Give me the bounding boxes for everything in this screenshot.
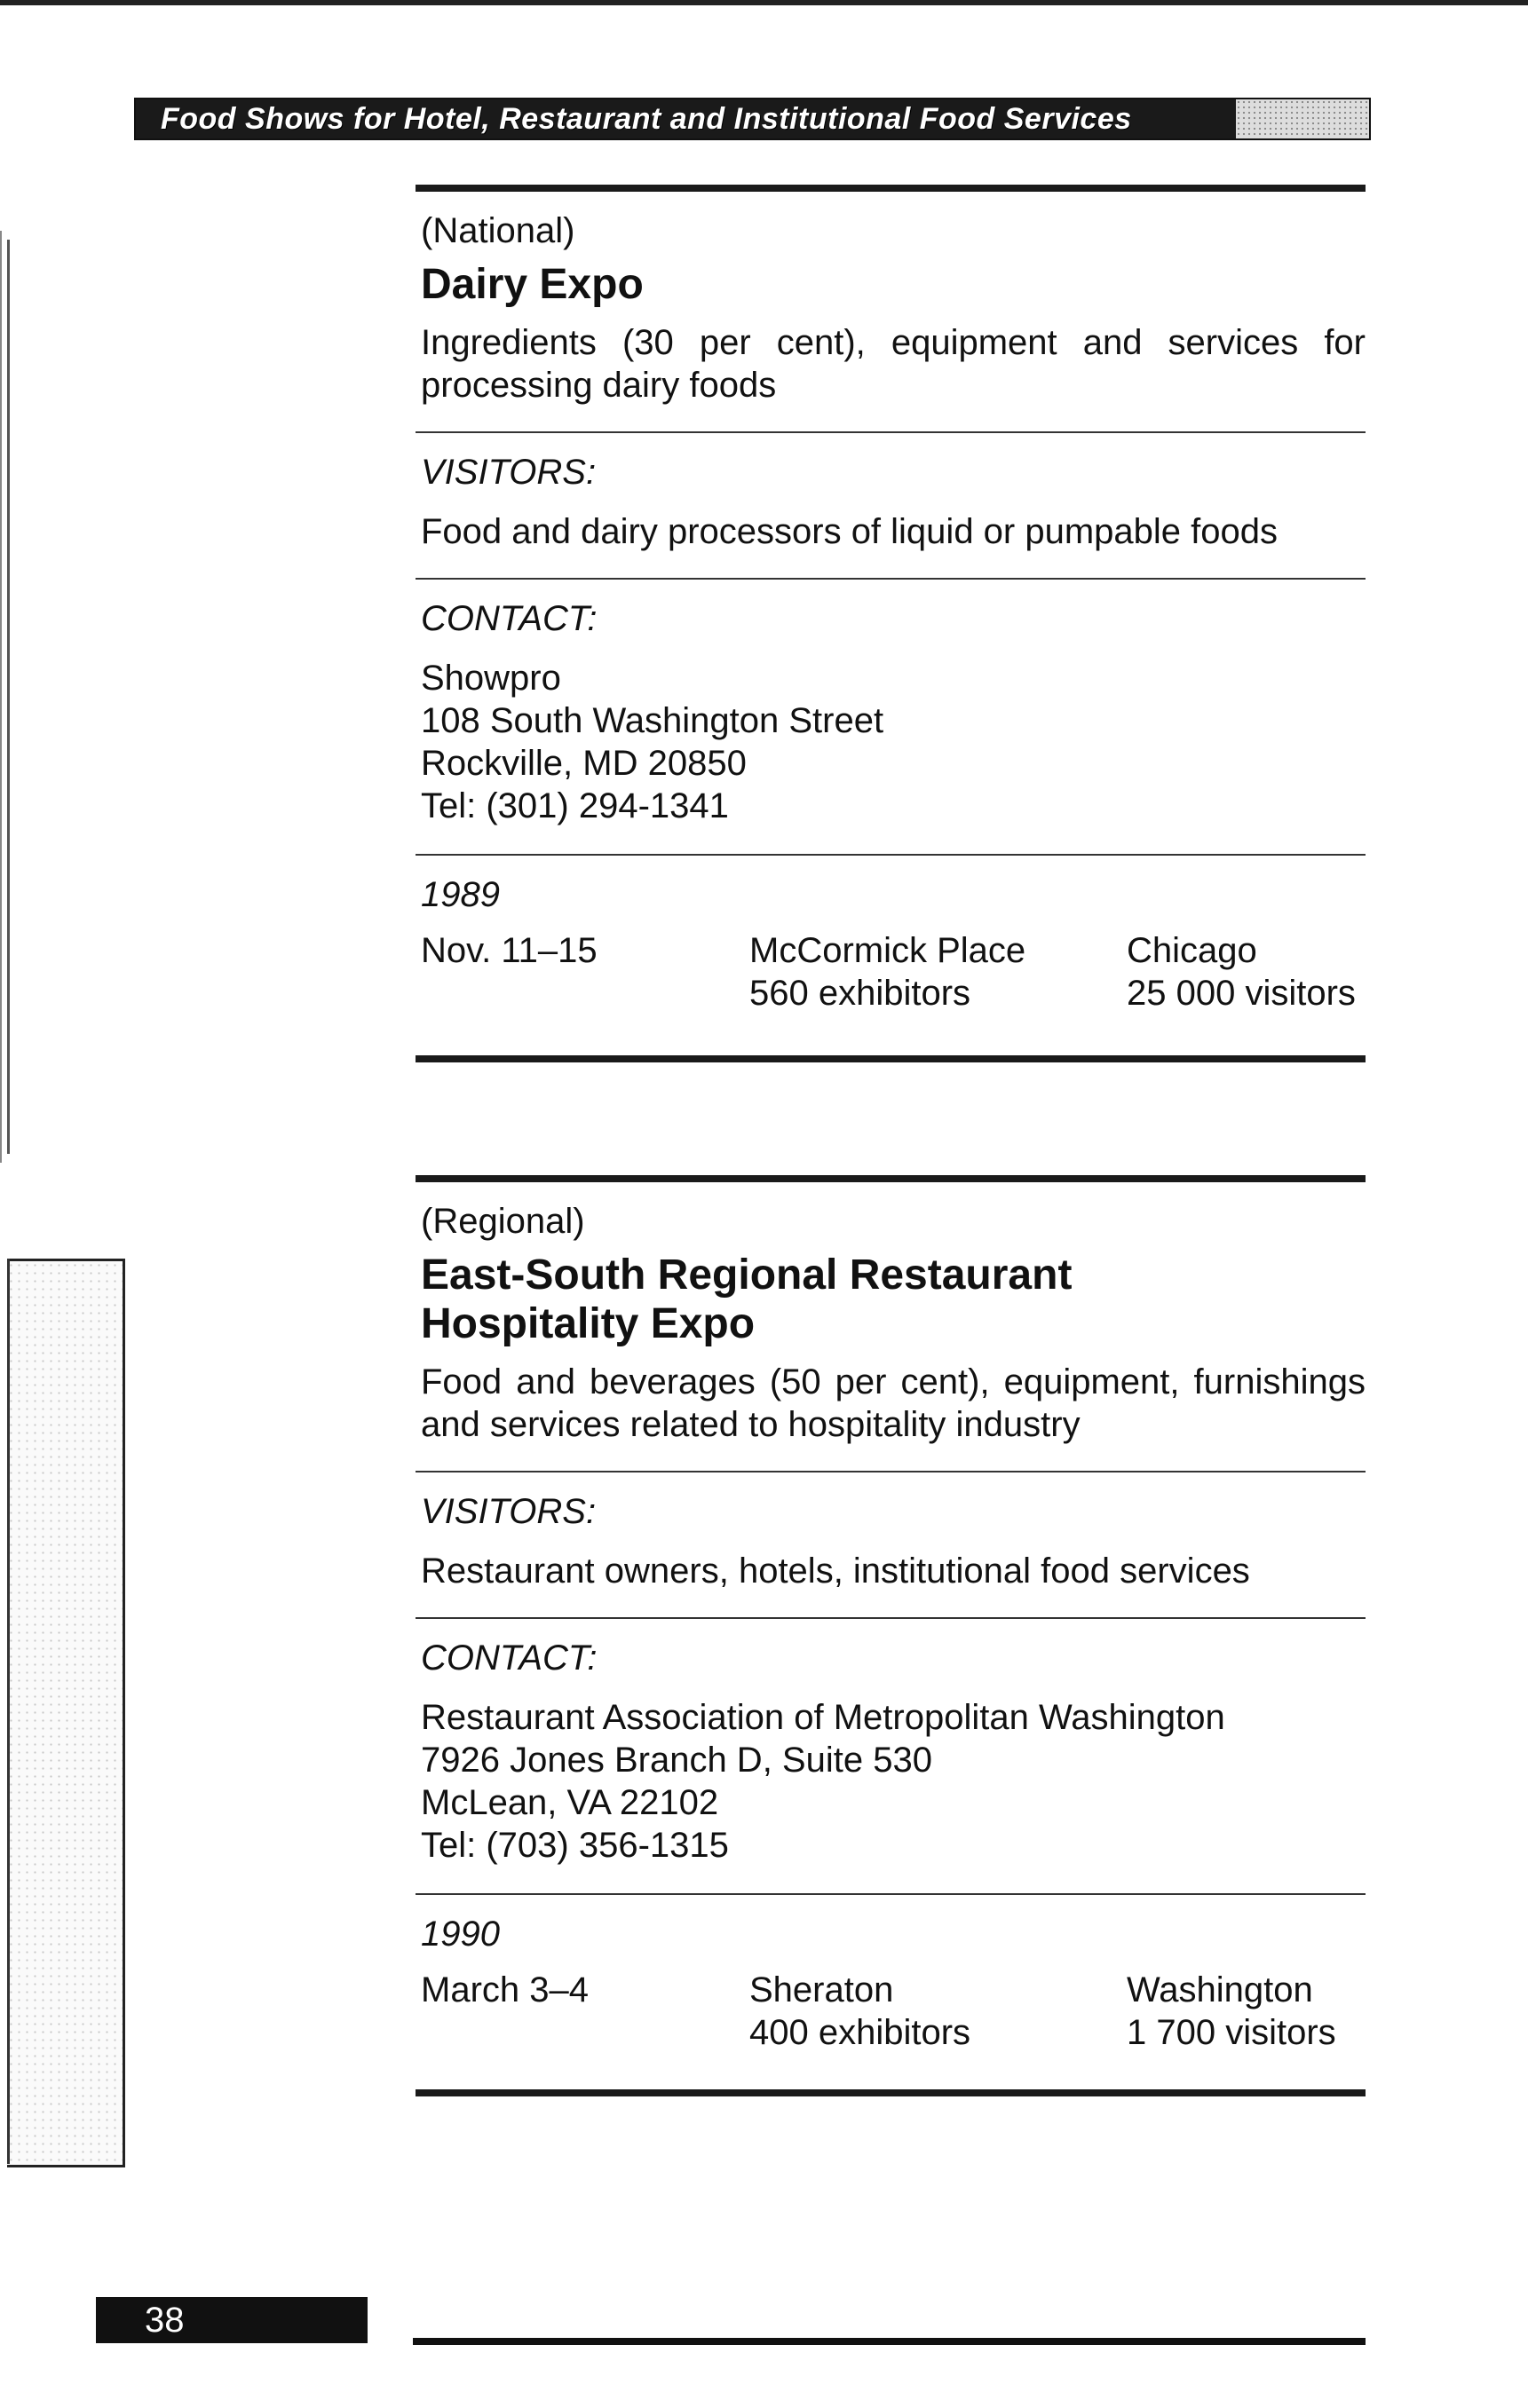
binding-edge-line bbox=[7, 240, 10, 1154]
page-number: 38 bbox=[96, 2297, 368, 2343]
contact-label: CONTACT: bbox=[421, 599, 598, 639]
event-date: Nov. 11–15 bbox=[421, 931, 598, 971]
divider bbox=[416, 1893, 1366, 1895]
event-details bbox=[421, 1969, 1366, 2054]
show-scope: (Regional) bbox=[421, 1202, 585, 1241]
event-exhibitors: 560 exhibitors bbox=[749, 974, 971, 1014]
top-border bbox=[0, 0, 1528, 5]
contact-block bbox=[421, 1696, 1366, 1867]
show-description: Ingredients (30 per cent), equipment and services for processing dairy foods bbox=[421, 323, 1366, 406]
event-attendance: 25 000 visitors bbox=[1127, 974, 1356, 1014]
event-details bbox=[421, 929, 1366, 1015]
event-date: March 3–4 bbox=[421, 1970, 589, 2010]
section-end-rule bbox=[416, 1055, 1366, 1062]
event-venue: McCormick Place bbox=[749, 931, 1026, 971]
visitors-label: VISITORS: bbox=[421, 453, 597, 493]
running-header bbox=[134, 98, 1371, 140]
event-exhibitors: 400 exhibitors bbox=[749, 2013, 971, 2053]
section-rule bbox=[416, 1175, 1366, 1182]
contact-label: CONTACT: bbox=[421, 1638, 598, 1678]
margin-tab-rule bbox=[7, 1259, 10, 2164]
contact-line: Rockville, MD 20850 bbox=[421, 744, 747, 784]
show-year: 1990 bbox=[421, 1915, 500, 1954]
contact-line: 7926 Jones Branch D, Suite 530 bbox=[421, 1741, 932, 1780]
binding-edge bbox=[0, 231, 2, 1163]
divider bbox=[416, 431, 1366, 433]
visitors-text: Food and dairy processors of liquid or pumpable foods bbox=[421, 512, 1278, 552]
margin-tab-shaded bbox=[7, 1259, 125, 2167]
footer-rule bbox=[413, 2338, 1366, 2345]
show-entry bbox=[416, 185, 1366, 1062]
visitors-text: Restaurant owners, hotels, institutional food services bbox=[421, 1551, 1250, 1591]
show-description: Food and beverages (50 per cent), equipment, furnishings and services related to hospitality industry bbox=[421, 1362, 1366, 1445]
visitors-label: VISITORS: bbox=[421, 1492, 597, 1532]
section-end-rule bbox=[416, 2089, 1366, 2096]
event-city: Washington bbox=[1127, 1970, 1313, 2010]
contact-line: Restaurant Association of Metropolitan Washington bbox=[421, 1698, 1225, 1738]
contact-line: Showpro bbox=[421, 659, 561, 699]
divider bbox=[416, 854, 1366, 856]
show-title: East-South Regional Restaurant Hospitality Expo bbox=[421, 1251, 1073, 1348]
show-entry bbox=[416, 1175, 1366, 2096]
show-title: Dairy Expo bbox=[421, 261, 644, 308]
show-scope: (National) bbox=[421, 211, 575, 250]
section-rule bbox=[416, 185, 1366, 192]
event-city: Chicago bbox=[1127, 931, 1257, 971]
event-attendance: 1 700 visitors bbox=[1127, 2013, 1336, 2053]
contact-line: Tel: (703) 356-1315 bbox=[421, 1826, 729, 1866]
header-fade bbox=[1236, 99, 1369, 138]
divider bbox=[416, 1617, 1366, 1619]
contact-line: Tel: (301) 294-1341 bbox=[421, 786, 729, 826]
contact-block bbox=[421, 657, 1366, 827]
divider bbox=[416, 578, 1366, 580]
event-venue: Sheraton bbox=[749, 1970, 894, 2010]
divider bbox=[416, 1471, 1366, 1472]
running-header-title: Food Shows for Hotel, Restaurant and Institutional Food Services bbox=[161, 101, 1132, 136]
contact-line: 108 South Washington Street bbox=[421, 701, 884, 741]
show-year: 1989 bbox=[421, 875, 500, 915]
contact-line: McLean, VA 22102 bbox=[421, 1783, 719, 1823]
